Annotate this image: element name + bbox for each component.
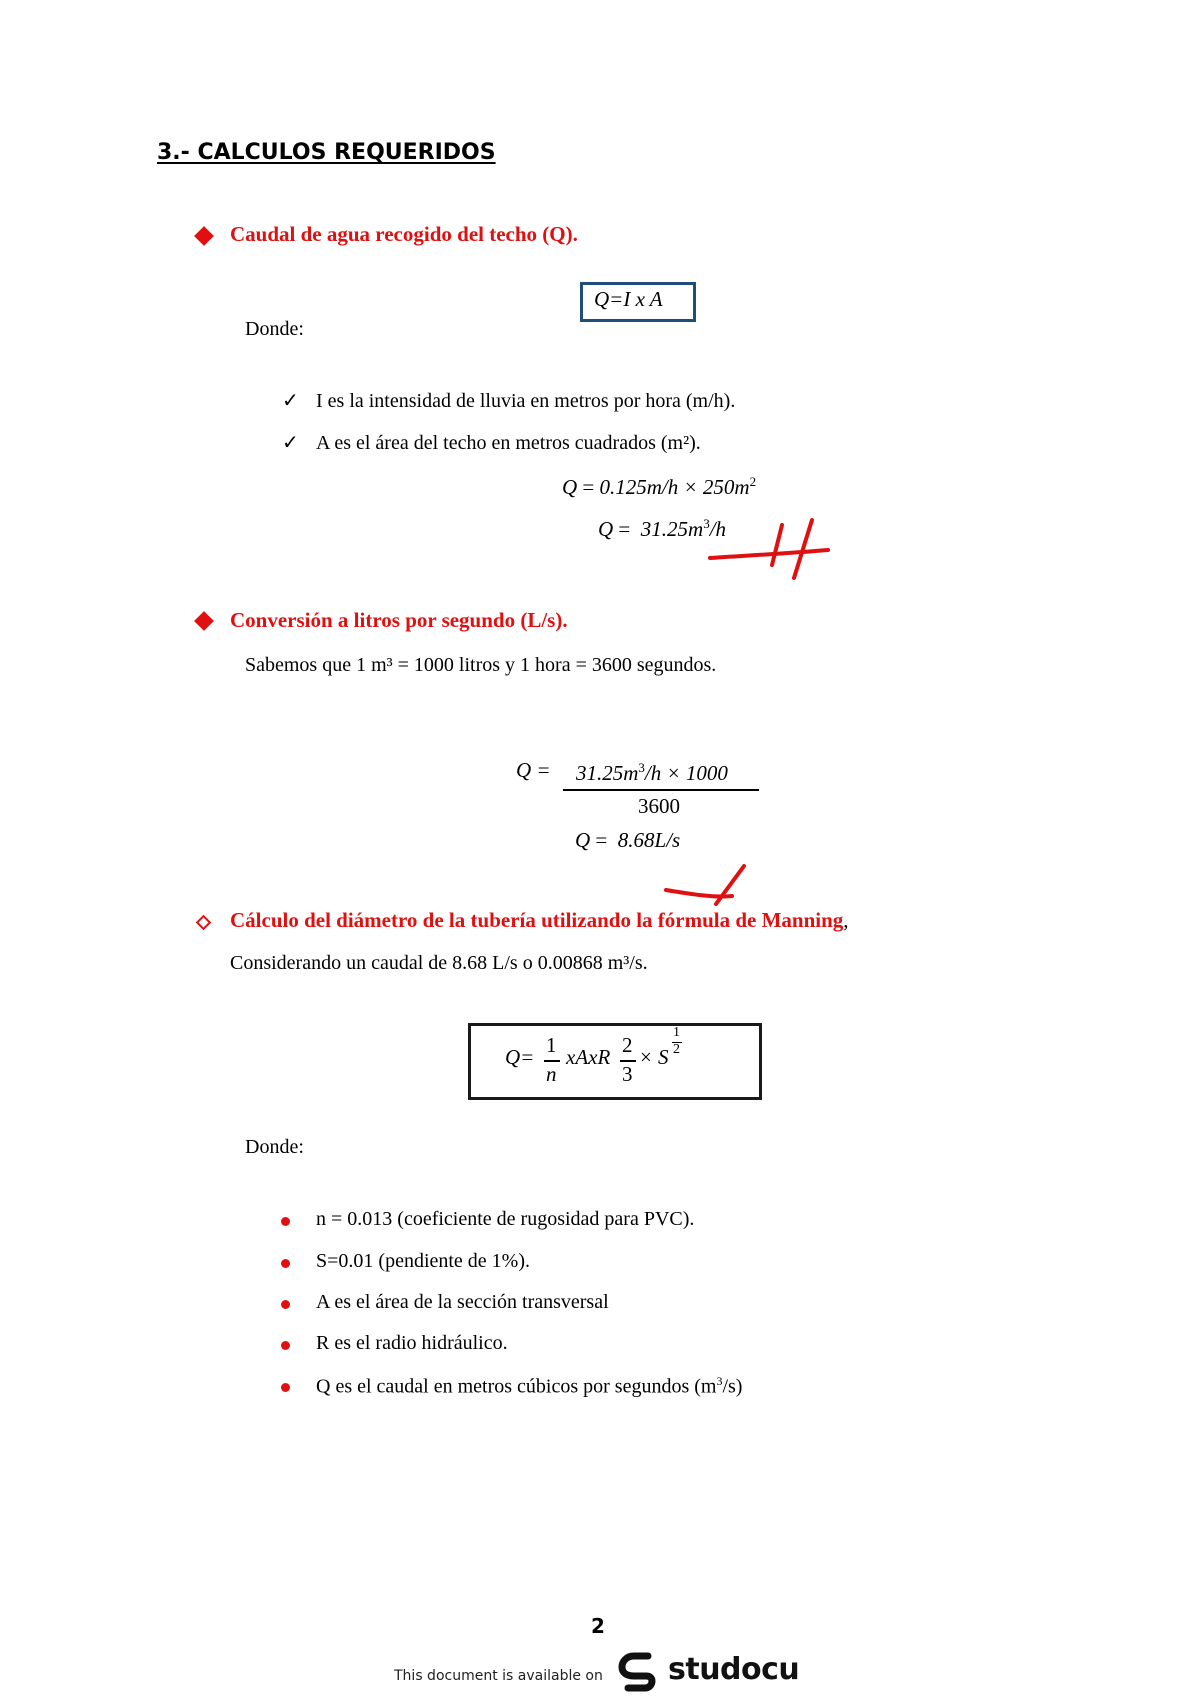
last-item-b: /s): [722, 1375, 743, 1398]
page-number: 2: [591, 1614, 605, 1638]
manning-two: 2: [622, 1033, 633, 1057]
manning-three: 3: [622, 1062, 633, 1086]
diamond-outline-bullet-icon: [196, 915, 212, 931]
calc-exp: 2: [749, 474, 757, 489]
calc-q-result: $Q = 31.25m^3/h$: [598, 516, 727, 541]
section-heading: 3.- CALCULOS REQUERIDOS: [157, 140, 496, 165]
red-bullet-icon: [281, 1300, 290, 1309]
list-item: R es el radio hidráulico.: [316, 1332, 508, 1354]
manning-times: ×: [640, 1045, 652, 1069]
donde-label-2: Donde:: [245, 1136, 304, 1158]
calc-rhs: 31.25m: [640, 517, 704, 541]
studocu-brand[interactable]: studocu: [668, 1652, 800, 1687]
diamond-bullet-icon: [194, 226, 214, 246]
calc-rhs: 0.125m/h × 250m: [599, 475, 750, 499]
red-bullet-icon: [281, 1383, 290, 1392]
num-exp: 3: [638, 760, 645, 775]
check-icon: ✓: [282, 388, 299, 412]
calc-q-area: $Q = 0.125m/h \times 250m^2$: [562, 474, 757, 499]
red-bullet-icon: [281, 1217, 290, 1226]
conversion-numerator: [576, 760, 728, 786]
num-b: /h × 1000: [644, 761, 728, 785]
section3-title-comma: ,: [843, 908, 849, 932]
handwritten-mark-icon: [700, 510, 840, 585]
manning-half-num: 1: [673, 1025, 680, 1040]
calc-unit: /h: [709, 517, 727, 541]
result-lhs: Q: [575, 828, 591, 852]
num-a: 31.25m: [576, 761, 639, 785]
formula-q-ixa: [594, 287, 663, 312]
manning-one: 1: [546, 1033, 557, 1057]
section3-title-text: Cálculo del diámetro de la tubería utilizando la fórmula de Manning: [230, 908, 844, 932]
calc-lhs: Q: [562, 475, 578, 499]
section1-title: Caudal de agua recogido del techo (Q).: [230, 222, 578, 246]
conversion-lhs: [516, 758, 551, 783]
footer-available-text: This document is available on: [394, 1668, 603, 1684]
list-item: I es la intensidad de lluvia en metros por hora (m/h).: [316, 390, 736, 412]
fraction-line: [563, 789, 759, 791]
calc-exp: 3: [703, 516, 710, 531]
studocu-logo-icon: [618, 1650, 664, 1696]
list-item: A es el área de la sección transversal: [316, 1291, 609, 1313]
manning-n: n: [546, 1062, 557, 1086]
list-item: A es el área del techo en metros cuadrados (m²).: [316, 432, 701, 454]
red-bullet-icon: [281, 1341, 290, 1350]
section3-text: Considerando un caudal de 8.68 L/s o 0.00868 m³/s.: [230, 952, 648, 974]
list-item: [316, 1374, 742, 1399]
section2-text: Sabemos que 1 m³ = 1000 litros y 1 hora = 3600 segundos.: [245, 654, 717, 676]
formula-text: Q=I x A: [594, 287, 663, 311]
conversion-denominator: 3600: [638, 794, 680, 818]
section3-title: [230, 908, 849, 933]
check-icon: ✓: [282, 430, 299, 454]
handwritten-mark-icon: [660, 860, 760, 910]
list-item: S=0.01 (pendiente de 1%).: [316, 1250, 531, 1272]
red-bullet-icon: [281, 1259, 290, 1268]
last-item-a: Q es el caudal en metros cúbicos por segundos (m: [316, 1375, 717, 1398]
donde-label-1: Donde:: [245, 318, 304, 340]
list-item: n = 0.013 (coeficiente de rugosidad para PVC).: [316, 1208, 695, 1230]
result-rhs: 8.68L/s: [617, 828, 681, 852]
manning-half-den: 2: [673, 1042, 680, 1057]
diamond-bullet-icon: [194, 611, 214, 631]
manning-s: S: [658, 1045, 669, 1069]
conversion-result: Q = 8.68L/s: [575, 828, 681, 852]
last-item-exp: 3: [716, 1374, 723, 1388]
section2-title: Conversión a litros por segundo (L/s).: [230, 608, 568, 632]
calc-lhs: Q: [598, 517, 614, 541]
manning-q: Q=: [505, 1045, 535, 1069]
manning-mid: xAxR: [566, 1045, 611, 1069]
conv-lhs-text: Q =: [516, 758, 551, 782]
